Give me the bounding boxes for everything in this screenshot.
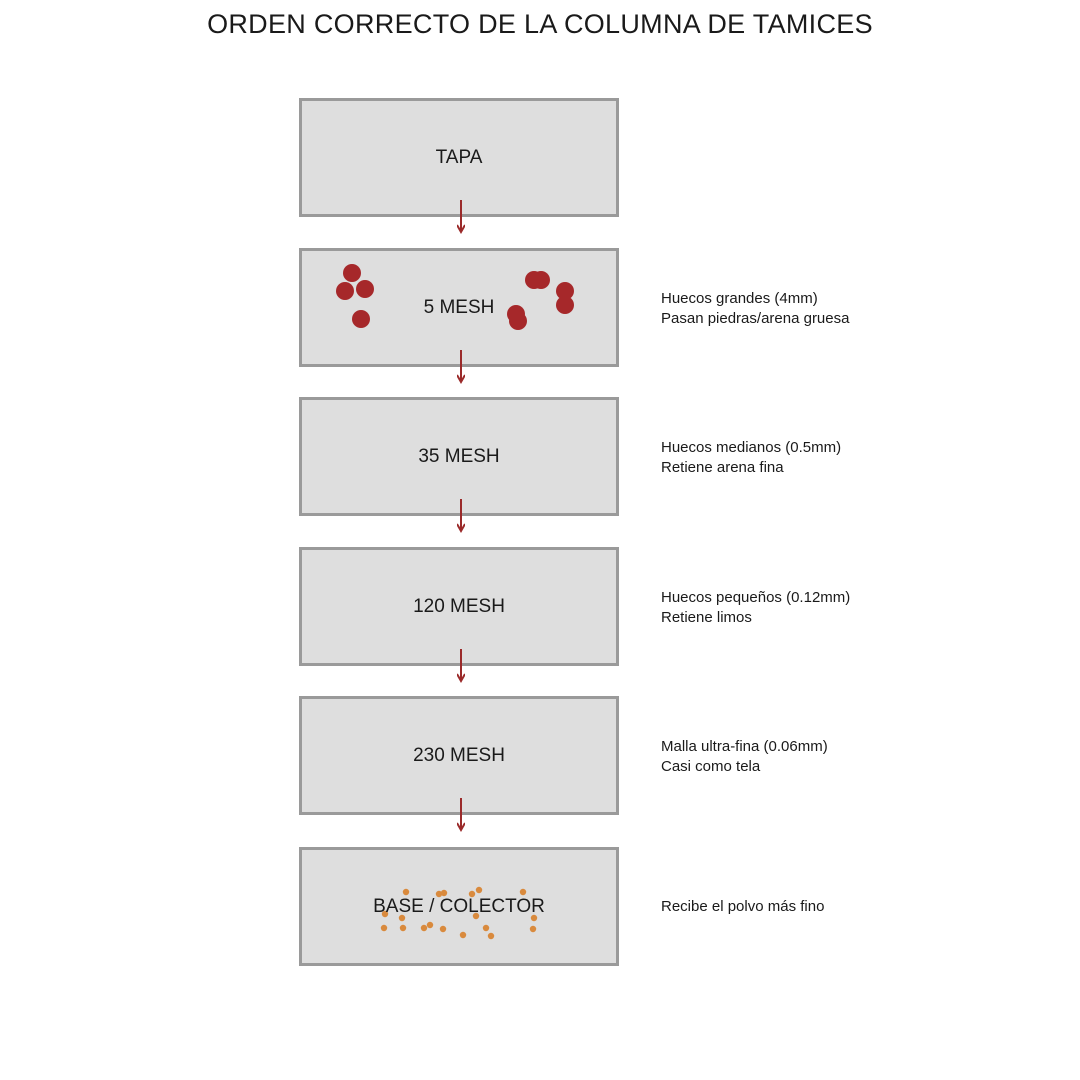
description-line: Huecos grandes (4mm) xyxy=(661,290,818,307)
description-line: Retiene limos xyxy=(661,609,752,626)
description-line: Huecos pequeños (0.12mm) xyxy=(661,589,851,606)
description-line: Malla ultra-fina (0.06mm) xyxy=(661,738,828,755)
arrow-down-icon xyxy=(457,649,465,683)
sieve-label: 230 MESH xyxy=(413,745,505,766)
arrow-down-icon xyxy=(457,798,465,832)
sieve-base-collector xyxy=(299,847,619,966)
description-line: Retiene arena fina xyxy=(661,459,784,476)
sieve-label: 120 MESH xyxy=(413,596,505,617)
sieve-label: 5 MESH xyxy=(423,297,495,318)
sieve-5-mesh xyxy=(299,248,619,367)
description-line: Recibe el polvo más fino xyxy=(661,898,825,915)
sieve-description xyxy=(661,588,850,628)
sieve-label: BASE / COLECTOR xyxy=(373,896,545,917)
description-line: Casi como tela xyxy=(661,758,761,775)
description-line: Huecos medianos (0.5mm) xyxy=(661,439,842,456)
sieve-description xyxy=(661,897,824,917)
arrow-down-icon xyxy=(457,499,465,533)
description-line: Pasan piedras/arena gruesa xyxy=(661,310,850,327)
sieve-label: TAPA xyxy=(435,147,483,168)
diagram-title: ORDEN CORRECTO DE LA COLUMNA DE TAMICES xyxy=(207,9,873,39)
sieve-description xyxy=(661,737,828,777)
arrow-down-icon xyxy=(457,200,465,234)
sieve-description xyxy=(661,438,841,478)
sieve-description xyxy=(661,289,849,329)
sieve-label: 35 MESH xyxy=(418,446,500,467)
